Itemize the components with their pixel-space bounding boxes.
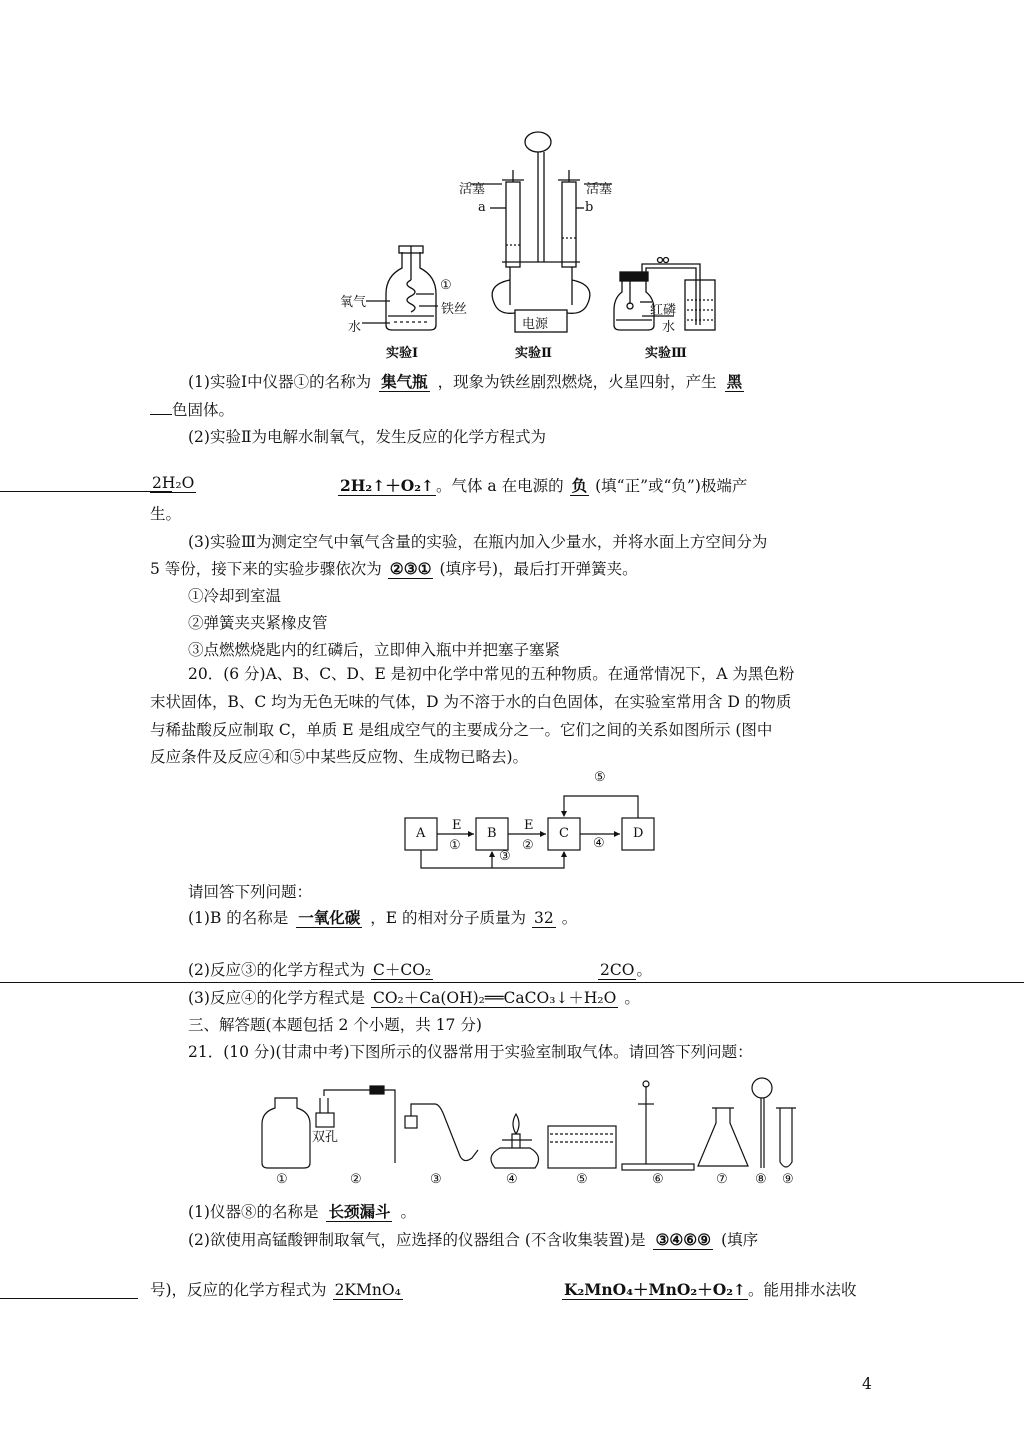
q19-part1: (1)实验Ⅰ中仪器①的名称为 集气瓶 ，现象为铁丝剧烈燃烧，火星四射，产生 黑: [188, 372, 743, 391]
q21-sub1: (1)仪器⑧的名称是 长颈漏斗 。: [188, 1202, 416, 1221]
fig-water-label: 水: [348, 320, 362, 335]
fig-power-label: 电源: [522, 317, 549, 332]
q20-line2: 末状固体，B、C 均为无色无味的气体，D 为不溶于水的白色固体，在实验室常用含 D 的物质: [150, 693, 792, 711]
equation-rule: [0, 491, 172, 492]
apparatus-label-8: ⑧: [755, 1172, 767, 1187]
fig-oxygen-label: 氧气: [340, 295, 367, 310]
fig-exp2-caption: 实验Ⅱ: [515, 346, 552, 361]
equation-rule: [0, 1298, 138, 1299]
q19-equation-left: 2H₂O: [152, 474, 195, 492]
diagram-r4: ④: [593, 836, 605, 851]
fig-valve-right-label: 活塞: [586, 182, 613, 197]
q19-part1-cont: 色固体。: [150, 398, 234, 420]
diagram-box-d: D: [633, 826, 644, 841]
q20-line4: 反应条件及反应④和⑤中某些反应物、生成物已略去)。: [150, 748, 529, 766]
answer-blank: 黑: [726, 372, 743, 391]
fig-label-a: a: [478, 200, 486, 215]
q21-sub3-right: K₂MnO₄＋MnO₂＋O₂↑ 。能用排水法收: [564, 1280, 857, 1299]
double-hole-label: 双孔: [312, 1130, 339, 1145]
q19-step3: ③点燃燃烧匙内的红磷后，立即伸入瓶中并把塞子塞紧: [188, 641, 561, 659]
diagram-r1: ①: [449, 838, 461, 853]
q20-sub2: (2)反应③的化学方程式为 C＋CO₂: [188, 961, 432, 979]
q20-line3: 与稀盐酸反应制取 C，单质 E 是组成空气的主要成分之一。它们之间的关系如图所示 (图中: [150, 721, 773, 739]
q21-sub2: (2)欲使用高锰酸钾制取氧气，应选择的仪器组合 (不含收集装置)是 ③④⑥⑨ (填序: [188, 1230, 759, 1249]
apparatus-label-5: ⑤: [576, 1172, 588, 1187]
apparatus-label-3: ③: [430, 1172, 442, 1187]
q19-equation-right: 2H₂↑＋O₂↑ 。气体 a 在电源的 负 (填“正”或“负”)极端产: [340, 476, 748, 495]
q19-part3: (3)实验Ⅲ为测定空气中氧气含量的实验，在瓶内加入少量水，并将水面上方空间分为: [188, 533, 768, 551]
diagram-r5: ⑤: [594, 770, 606, 785]
q19-step1: ①冷却到室温: [188, 587, 282, 605]
equation-rule: [0, 982, 1024, 983]
q20-line1: 20．(6 分)A、B、C、D、E 是初中化学中常见的五种物质。在通常情况下，A 为黑色粉: [188, 665, 795, 683]
diagram-r3: ③: [499, 849, 511, 864]
diagram-e1: E: [452, 818, 462, 833]
apparatus-label-6: ⑥: [652, 1172, 664, 1187]
diagram-box-b: B: [487, 826, 497, 841]
q19-part2: (2)实验Ⅱ为电解水制氧气，发生反应的化学方程式为: [188, 428, 546, 446]
fig-label-b: b: [585, 200, 594, 215]
q21-sub3: 号)，反应的化学方程式为 2KMnO₄: [150, 1281, 401, 1299]
diagram-e2: E: [524, 818, 534, 833]
apparatus-label-9: ⑨: [782, 1172, 794, 1187]
q20-sub1: (1)B 的名称是 一氧化碳 ，E 的相对分子质量为 32 。: [188, 908, 578, 927]
apparatus-label-1: ①: [276, 1172, 288, 1187]
page-number: 4: [862, 1375, 872, 1393]
q21-line1: 21．(10 分)(甘肃中考)下图所示的仪器常用于实验室制取气体。请回答下列问题：: [188, 1043, 753, 1061]
q20-prompt: 请回答下列问题：: [188, 883, 313, 901]
fig-red-phosphorus-label: 红磷: [650, 303, 677, 318]
fig-valve-left-label: 活塞: [459, 182, 486, 197]
apparatus-label-4: ④: [506, 1172, 518, 1187]
fig-iron-wire-label: 铁丝: [441, 302, 468, 317]
fig-exp3-caption: 实验Ⅲ: [645, 346, 687, 361]
apparatus-labels: [250, 1172, 810, 1192]
q19-step2: ②弹簧夹夹紧橡皮管: [188, 614, 328, 632]
fig-circle1-label: ①: [440, 278, 452, 293]
q19-part3-cont: 5 等份，接下来的实验步骤依次为 ②③① (填序号)，最后打开弹簧夹。: [150, 559, 638, 578]
apparatus-label-7: ⑦: [716, 1172, 728, 1187]
diagram-box-a: A: [416, 826, 426, 841]
diagram-r2: ②: [522, 838, 534, 853]
fig-exp1-caption: 实验Ⅰ: [386, 346, 419, 361]
answer-blank: 集气瓶: [381, 372, 428, 391]
q20-sub2-right: 2CO 。: [600, 961, 652, 979]
q20-sub3: (3)反应④的化学方程式是 CO₂＋Ca(OH)₂══CaCO₃↓＋H₂O 。: [188, 989, 640, 1007]
q19-part2-cont: 生。: [150, 505, 182, 523]
apparatus-label-2: ②: [350, 1172, 362, 1187]
fig-water3-label: 水: [662, 320, 676, 335]
diagram-box-c: C: [559, 826, 569, 841]
section-heading: 三、解答题(本题包括 2 个小题，共 17 分): [188, 1016, 482, 1034]
